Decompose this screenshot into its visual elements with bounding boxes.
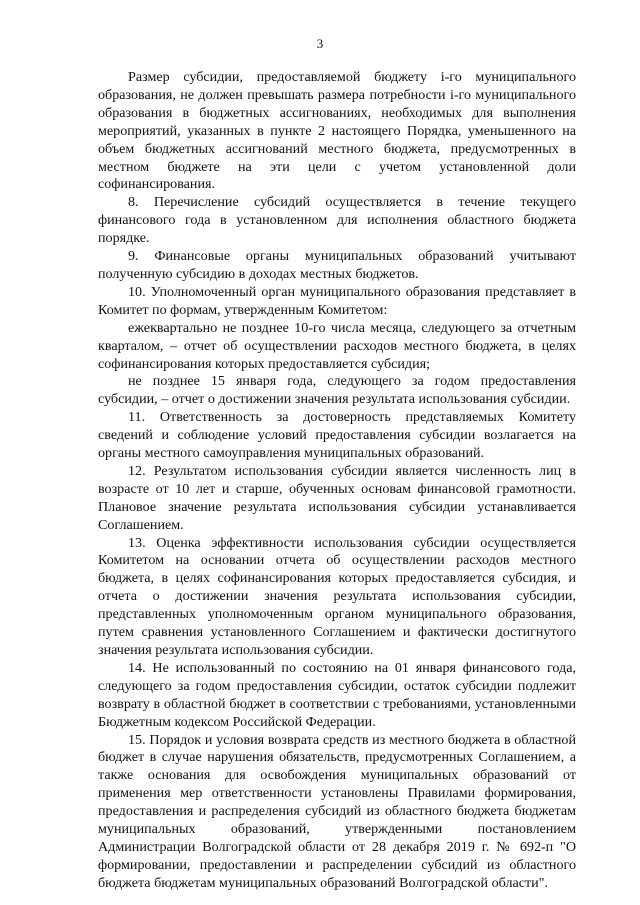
paragraph-10-reporting: 10. Уполномоченный орган муниципального образования представляет в Комитет по формам, утвержденным Комитетом: — [98, 283, 576, 318]
document-body — [98, 69, 576, 893]
paragraph-11-responsibility: 11. Ответственность за достоверность представляемых Комитету сведений и соблюдение условий предоставления субсидии возлагается на органы местного самоуправления муниципальных образований. — [98, 409, 576, 462]
paragraph-9-accounting: 9. Финансовые органы муниципальных образований учитывают полученную субсидию в доходах местных бюджетов. — [98, 248, 576, 282]
paragraph-10-quarterly-report: ежеквартально не позднее 10-го числа месяца, следующего за отчетным кварталом, – отчет об осуществлении расходов местного бюджета, в целях софинансирования которых предоставляется субсидия; — [98, 319, 576, 372]
paragraph-13-efficiency: 13. Оценка эффективности использования субсидии осуществляется Комитетом на основании отчета об осуществлении расходов местного бюджета, в целях софинансирования которых предоставляется субсидия, и отчета о достижении значения результата использования субсидии, представленных уполномоченным органом муниципального образования, путем сравнения установленного Соглашением и фактически достигнутого значения результата использования субсидии. — [98, 534, 576, 658]
paragraph-subsidy-size: Размер субсидии, предоставляемой бюджету i-го муниципального образования, не должен превышать размера потребности i-го муниципального образования в бюджетных ассигнованиях, необходимых для выполнения мероприятий, указанных в пункте 2 настоящего Порядка, уменьшенного на объем бюджетных ассигнований местного бюджета, предусмотренных в местном бюджете на эти цели с учетом установленной доли софинансирования. — [98, 69, 576, 193]
paragraph-12-result: 12. Результатом использования субсидии является численность лиц в возрасте от 10 лет и старше, обученных основам финансовой грамотности. Плановое значение результата использования субсидии устанавливается Соглашением. — [98, 462, 576, 533]
paragraph-15-return-procedure: 15. Порядок и условия возврата средств из местного бюджета в областной бюджет в случае нарушения обязательств, предусмотренных Соглашением, а также основания для освобождения муниципальных образований от применения мер ответственности установлены Правилами формирования, предоставления и распределения субсидий из областного бюджета бюджетам муниципальных образований, утвержденными постановлением Администрации Волгоградской области от 28 декабря 2019 г. № 692-п "О формировании, предоставлении и распределении субсидий из областного бюджета бюджетам муниципальных образований Волгоградской области". — [98, 731, 576, 891]
paragraph-10-annual-report: не позднее 15 января года, следующего за годом предоставления субсидии, – отчет о достижении значения результата использования субсидии. — [98, 373, 576, 408]
page-number: 3 — [316, 36, 324, 51]
paragraph-8-transfer: 8. Перечисление субсидий осуществляется в течение текущего финансового года в установленном для исполнения областного бюджета порядке. — [98, 194, 576, 247]
paragraph-14-unused-balance: 14. Не использованный по состоянию на 01 января финансового года, следующего за годом предоставления субсидии, остаток субсидии подлежит возврату в областной бюджет в соответствии с требованиями, установленными Бюджетным кодексом Российской Федерации. — [98, 659, 576, 730]
